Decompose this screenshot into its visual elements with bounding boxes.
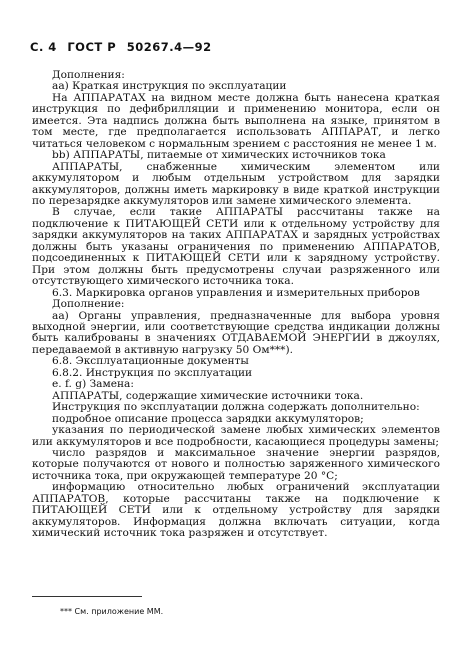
paragraph: АППАРАТЫ, содержащие химические источники тока. bbox=[52, 389, 364, 402]
paragraph: В случае, если такие АППАРАТЫ рассчитаны также на подключение к ПИТАЮЩЕЙ СЕТИ или к отдельному устройству для зарядки аккумуляторов на таких АППАРАТАХ и зарядных устройствах должны быть указаны ограничения по применению АППАРАТОВ, подсоединенных к ПИТАЮЩЕЙ СЕТИ или к зарядному устройству. При этом должны быть предусмотрены случаи разряженного или отсутствующего химического источника тока. bbox=[32, 206, 440, 288]
page-header bbox=[30, 40, 218, 54]
paragraph: информацию относительно любых ограничений эксплуатации АППАРАТОВ, которые рассчитаны также на подключение к ПИТАЮЩЕЙ СЕТИ или к отдельному устройству для зарядки аккумуляторов. Информация должна включать ситуации, когда химический источник тока разряжен и отсутствует. bbox=[32, 481, 440, 540]
paragraph: Инструкция по эксплуатации должна содержать дополнительно: bbox=[52, 401, 420, 414]
page-number: С. 4 bbox=[30, 40, 57, 54]
footnote: *** См. приложение ММ. bbox=[60, 607, 164, 616]
paragraph: На АППАРАТАХ на видном месте должна быть нанесена краткая инструкция по дефибрилляции и применению монитора, если он имеется. Эта надпись должна быть выполнена на языке, принятом в том месте, где предполагается использовать АППАРАТ, и легко читаться человеком с нормальным зрением с расстояния не менее 1 м. bbox=[32, 91, 440, 150]
footnote-divider bbox=[32, 596, 142, 597]
document-body bbox=[32, 70, 440, 540]
paragraph: аа) Органы управления, предназначенные для выбора уровня выходной энергии, или соответствующие средства индикации должны быть калиброваны в значениях ОТДАВАЕМОЙ ЭНЕРГИИ в джоулях, передаваемой в активную нагрузку 50 Ом***). bbox=[32, 309, 440, 356]
paragraph: 6.3. Маркировка органов управления и измерительных приборов bbox=[52, 286, 420, 299]
paragraph: Дополнения: bbox=[52, 69, 125, 81]
standard-number: 50267.4—92 bbox=[126, 40, 212, 54]
paragraph: аа) Краткая инструкция по эксплуатации bbox=[52, 80, 287, 93]
paragraph: bb) АППАРАТЫ, питаемые от химических источников тока bbox=[52, 149, 386, 162]
paragraph: 6.8.2. Инструкция по эксплуатации bbox=[52, 366, 253, 379]
paragraph: е. f. g) Замена: bbox=[52, 378, 134, 391]
paragraph: подробное описание процесса зарядки аккумуляторов; bbox=[52, 412, 364, 425]
paragraph: число разрядов и максимальное значение энергии разрядов, которые получаются от нового и полностью заряженного химического источника тока, при окружающей температуре 20 °С; bbox=[32, 446, 440, 482]
paragraph: указания по периодической замене любых химических элементов или аккумуляторов и все подробности, касающиеся процедуры замены; bbox=[32, 424, 440, 448]
standard-label: ГОСТ Р bbox=[67, 40, 117, 54]
paragraph: 6.8. Эксплуатационные документы bbox=[52, 355, 249, 368]
paragraph: Дополнение: bbox=[52, 298, 125, 311]
paragraph: АППАРАТЫ, снабженные химическим элементом или аккумулятором и любым отдельным устройством для зарядки аккумуляторов, должны иметь маркировку в виде краткой инструкции по перезарядке аккумуляторов или замене химического элемента. bbox=[32, 160, 440, 207]
